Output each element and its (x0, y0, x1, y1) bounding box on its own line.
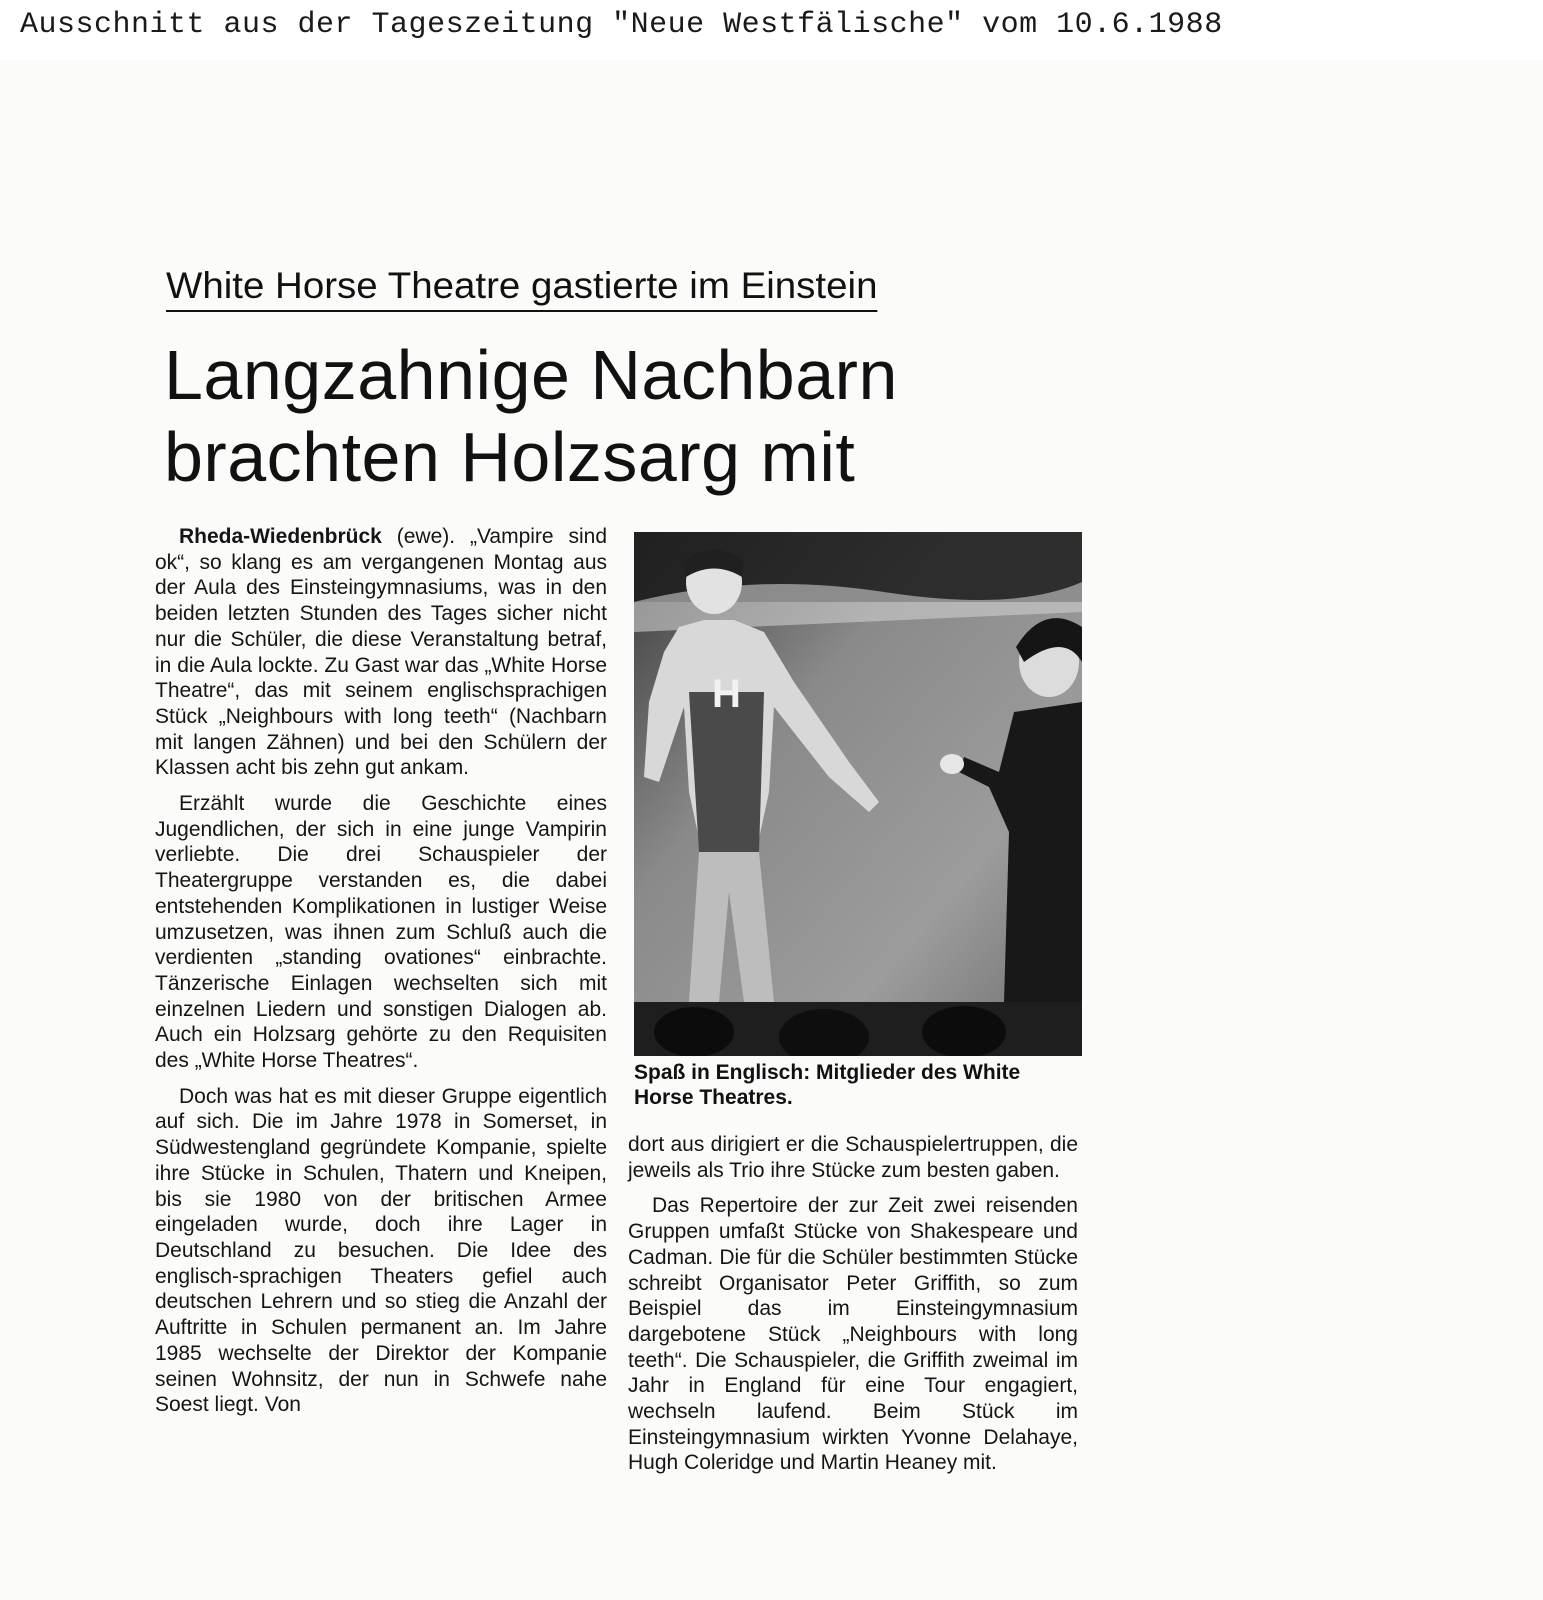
paragraph-4: Das Repertoire der zur Zeit zwei reisenden Gruppen umfaßt Stücke von Shakespeare und Cadman. Die für die Schüler bestimmten Stücke schreibt Organisator Peter Griffith, so zum Beispiel das im Einsteingymnasium dargebotene Stück „Neighbours with long teeth“. Die Schauspieler, die Griffith zweimal im Jahr in England für eine Tour engagiert, wechseln laufend. Beim Stück im Einsteingymnasium wirkten Yvonne Delahaye, Hugh Coleridge und Martin Heaney mit. (628, 1194, 1078, 1475)
photo-caption: Spaß in Englisch: Mitglieder des White Horse Theatres. (634, 1061, 1021, 1109)
article-column-right (628, 1132, 1078, 1486)
article-headline (164, 334, 1164, 498)
headline-line-1: Langzahnige Nachbarn (164, 336, 898, 414)
source-line: Ausschnitt aus der Tageszeitung "Neue Westfälische" vom 10.6.1988 (20, 8, 1223, 42)
headline-line-2: brachten Holzsarg mit (164, 418, 856, 496)
article-column-left (155, 524, 607, 1428)
svg-text:H: H (712, 672, 741, 716)
photo-illustration (634, 532, 1082, 1056)
dateline: Rheda-Wiedenbrück (179, 525, 382, 548)
paragraph-2: Erzählt wurde die Geschichte eines Jugendlichen, der sich in eine junge Vampirin verliebte. Die drei Schauspieler der Theatergruppe verstanden es, die dabei entstehenden Komplikationen in lustiger Weise umzusetzen, was ihnen zum Schluß auch die verdienten „standing ovationes“ einbrachte. Tänzerische Einlagen wechselten sich mit einzelnen Liedern und sonstigen Dialogen ab. Auch ein Holzsarg gehörte zu den Requisiten des „White Horse Theatres“. (155, 792, 607, 1073)
paragraph-1-text: (ewe). „Vampire sind ok“, so klang es am vergangenen Montag aus der Aula des Einsteingymnasiums, was in den beiden letzten Stunden des Tages sicher nicht nur die Schüler, die diese Veranstaltung betraf, in die Aula lockte. Zu Gast war das „White Horse Theatre“, das mit seinem englischsprachigen Stück „Neighbours with long teeth“ (Nachbarn mit langen Zähnen) und bei den Schülern der Klassen acht bis zehn gut ankam. (155, 525, 607, 780)
paragraph-3-continued: dort aus dirigiert er die Schauspielertruppen, die jeweils als Trio ihre Stücke zum besten gaben. (628, 1133, 1078, 1182)
article-photo (634, 532, 1082, 1056)
paragraph-3: Doch was hat es mit dieser Gruppe eigentlich auf sich. Die im Jahre 1978 in Somerset, in Südwestengland gegründete Kompanie, spielte ihre Stücke in Schulen, Thatern und Kneipen, bis sie 1980 von der britischen Armee eingeladen wurde, doch ihre Lager in Deutschland zu besuchen. Die Idee des englisch-sprachigen Theaters gefiel auch deutschen Lehrern und so stieg die Anzahl der Auftritte in Schulen permanent an. Im Jahre 1985 wechselte der Direktor der Kompanie seinen Wohnsitz, der nun in Schwefe nahe Soest liegt. Von (155, 1084, 607, 1417)
article-kicker: White Horse Theatre gastierte im Einstein (166, 265, 877, 312)
paragraph-1 (155, 524, 607, 781)
